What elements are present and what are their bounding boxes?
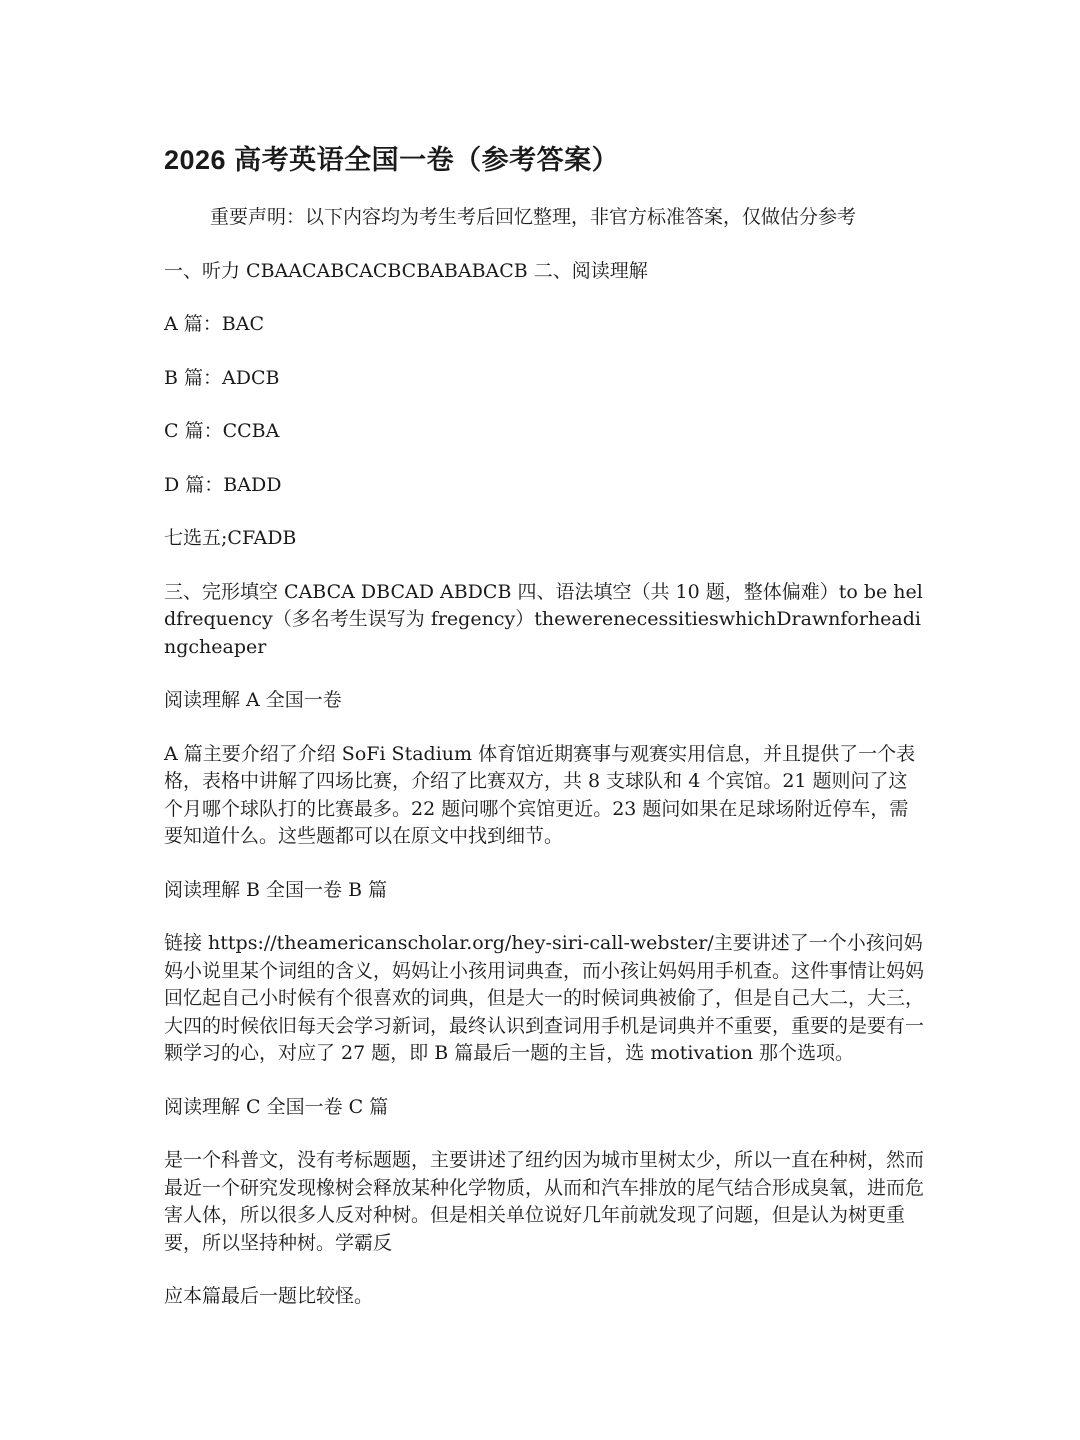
listening-answers: 一、听力 CBAACABCACBCBABABACB 二、阅读理解: [164, 259, 648, 282]
passage-c-answers: C 篇：CCBA: [164, 420, 280, 442]
analysis-paragraph-c-end: 应本篇最后一题比较怪。: [164, 1285, 374, 1307]
section-heading-a: 阅读理解 A 全国一卷: [164, 689, 342, 711]
cloze-grammar-answers: 三、完形填空 CABCA DBCAD ABDCB 四、语法填空（共 10 题，整体偏难）to be heldfrequency（多名考生误写为 fregency）thewerenecessitieswhichDrawnforheadingcheaper: [164, 580, 923, 658]
section-heading-b: 阅读理解 B 全国一卷 B 篇: [164, 878, 388, 901]
seven-choose-five-answers: 七选五;CFADB: [164, 527, 297, 549]
page-title: 2026 高考英语全国一卷（参考答案）: [164, 145, 620, 175]
statement-paragraph: 重要声明：以下内容均为考生考后回忆整理，非官方标准答案，仅做估分参考: [210, 206, 857, 228]
analysis-paragraph-a: A 篇主要介绍了介绍 SoFi Stadium 体育馆近期赛事与观赛实用信息，并且提供了一个表格，表格中讲解了四场比赛，介绍了比赛双方，共 8 支球队和 4 个宾馆。21 题则问了这个月哪个球队打的比赛最多。22 题问哪个宾馆更近。23 题问如果在足球场附近停车，需要知道什么。这些题都可以在原文中找到细节。: [164, 742, 916, 847]
passage-d-answers: D 篇：BADD: [164, 473, 282, 496]
analysis-paragraph-b: 链接 https://theamericanscholar.org/hey-siri-call-webster/主要讲述了一个小孩问妈妈小说里某个词组的含义，妈妈让小孩用词典查，而小孩让妈妈用手机查。这件事情让妈妈回忆起自己小时候有个很喜欢的词典，但是大一的时候词典被偷了，但是自己大二，大三，大四的时候依旧每天会学习新词，最终认识到查词用手机是词典并不重要，重要的是要有一颗学习的心，对应了 27 题，即 B 篇最后一题的主旨，选 motivation 那个选项。: [164, 932, 925, 1064]
passage-b-answers: B 篇：ADCB: [164, 366, 280, 389]
document-body: [164, 140, 924, 1337]
analysis-paragraph-c: 是一个科普文，没有考标题题，主要讲述了纽约因为城市里树太少，所以一直在种树，然而最近一个研究发现橡树会释放某种化学物质，从而和汽车排放的尾气结合形成臭氧，进而危害人体，所以很多人反对种树。但是相关单位说好几年前就发现了问题，但是认为树更重要，所以坚持种树。学霸反: [164, 1149, 925, 1254]
passage-a-answers: A 篇：BAC: [164, 313, 264, 335]
section-heading-c: 阅读理解 C 全国一卷 C 篇: [164, 1095, 389, 1118]
